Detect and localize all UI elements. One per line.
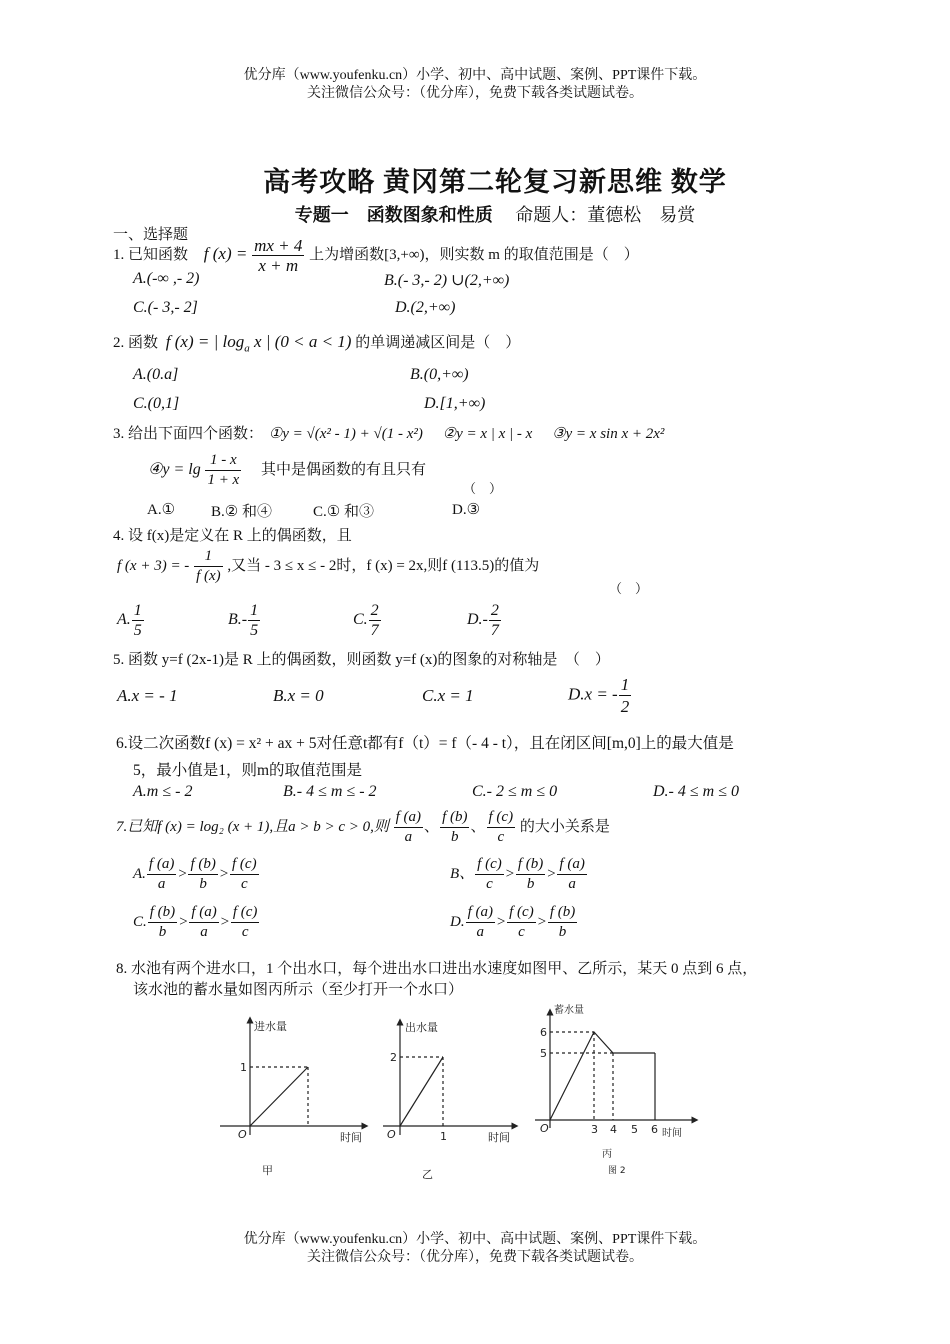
q4-c-label: C.	[353, 611, 368, 629]
footer-line-1: 优分库（www.youfenku.cn）小学、初中、高中试题、案例、PPT课件下载。	[243, 1232, 707, 1247]
q7-fc: f (c)	[487, 808, 516, 828]
q7-c-f3-den: c	[241, 924, 249, 940]
q4-d-num: 2	[490, 602, 499, 619]
q4-answer-paren: （ ）	[609, 581, 649, 596]
q4-a-label: A.	[117, 611, 131, 629]
q7-frac-c	[487, 808, 516, 847]
q7-c-f1-num: f (b)	[148, 903, 177, 923]
q7-a-f3	[230, 855, 259, 894]
q4-fraction	[194, 547, 223, 586]
jia-ytick: 1	[240, 1061, 247, 1074]
q1-suffix: ，则实数 m 的取值范围是（ ）	[424, 246, 639, 263]
q3-num: 1 - x	[205, 451, 241, 471]
q7-c-f2-den: a	[200, 924, 208, 940]
q4-c-num: 2	[370, 602, 379, 619]
q4-option-c	[353, 601, 382, 640]
q7-b-label: B、	[450, 865, 475, 882]
q7-c-f1	[148, 903, 177, 942]
q7-b-f3	[557, 855, 586, 894]
bing-line	[550, 1032, 655, 1120]
q1-mid: 上为增函数	[309, 246, 385, 263]
q7-b: b	[451, 829, 459, 845]
q5-option-a: A.x = - 1	[117, 686, 178, 705]
q7-c-label: C.	[133, 913, 147, 930]
q7-c-gt2: >	[219, 913, 230, 930]
q3-line-2	[148, 451, 426, 490]
q7-fa: f (a)	[394, 808, 423, 828]
bing-ytick-5: 5	[540, 1047, 547, 1060]
q2-option-b: B.(0,+∞)	[410, 366, 469, 383]
q7-d-f1-den: a	[476, 924, 485, 940]
q1-prefix: 1. 已知函数	[113, 246, 189, 263]
q7-b-f3-den: a	[568, 876, 576, 892]
bing-xlabel: 时间	[662, 1128, 682, 1139]
bing-caption: 丙	[602, 1149, 612, 1160]
q8-line-2: 该水池的蓄水量如图丙所示（至少打开一个水口）	[133, 982, 464, 998]
q7-a-f2-den: b	[199, 876, 207, 892]
q4-a-num: 1	[133, 602, 142, 619]
q3-f2: ②y = x | x | - x	[442, 426, 533, 442]
q3-den: 1 + x	[207, 472, 240, 488]
q4-a-frac	[132, 601, 144, 640]
bing-ylabel: 蓄水量	[554, 1005, 584, 1016]
q4-option-a	[117, 601, 145, 640]
question-3	[113, 422, 664, 443]
q7-b-f2-den: b	[526, 876, 535, 892]
footer-line-2: 关注微信公众号：（优分库），免费下载各类试题试卷。	[307, 1250, 643, 1265]
q4-c-den: 7	[370, 622, 379, 639]
jia-xlabel: 时间	[340, 1131, 362, 1144]
question-7	[116, 808, 610, 847]
q7-frac-a	[394, 808, 423, 847]
bing-ytick-6: 6	[540, 1026, 547, 1039]
q7-d-f2-den: c	[518, 924, 525, 940]
section-heading: 一、选择题	[113, 227, 189, 243]
q7-a-gt1: >	[177, 865, 188, 882]
q1-function: f (x) =	[203, 243, 248, 263]
q3-prefix: 3. 给出下面四个函数：	[113, 426, 264, 442]
q4-num: 1	[194, 547, 223, 567]
q1-den: x + m	[258, 256, 299, 275]
q5-option-d	[568, 674, 632, 717]
q1-option-d: D.(2,+∞)	[395, 299, 456, 316]
q2-suffix: 的单调递减区间是（ ）	[355, 335, 521, 351]
q4-b-den: 5	[250, 622, 259, 639]
q7-suffix: 的大小关系是	[519, 818, 610, 835]
q7-prefix: 7.已知f (x) = log₂ (x + 1),且a > b > c > 0,则	[116, 818, 389, 835]
q3-option-b: B.② 和④	[211, 504, 272, 520]
jia-ylabel: 进水量	[254, 1020, 287, 1033]
q7-a-f2-num: f (b)	[188, 855, 217, 875]
q7-option-c	[133, 903, 260, 942]
q5-d-label: D.x = -	[568, 684, 618, 704]
q7-frac-b	[440, 808, 469, 847]
q4-den: f (x)	[196, 568, 221, 584]
q7-b-gt1: >	[504, 865, 515, 882]
bing-xtick-4: 4	[610, 1123, 617, 1136]
yi-origin: O	[387, 1128, 396, 1141]
q7-option-a	[133, 855, 260, 894]
q1-num: mx + 4	[254, 236, 303, 255]
q4-option-d	[467, 601, 502, 640]
subtitle-authors: 命题人：董德松 易赏	[515, 205, 696, 225]
q1-option-b: B.(- 3,- 2) ∪(2,+∞)	[384, 272, 510, 289]
q5-option-b: B.x = 0	[273, 686, 324, 705]
q4-d-frac	[489, 601, 501, 640]
q4-lhs: f (x + 3) = -	[117, 557, 190, 574]
question-4: 4. 设 f(x)是定义在 R 上的偶函数，且	[113, 528, 352, 544]
q2-f: f (x) = | log	[165, 332, 245, 351]
q7-d-f2-num: f (c)	[507, 903, 536, 923]
q7-b-f2-num: f (b)	[516, 855, 545, 875]
q4-b-frac	[248, 601, 260, 640]
yi-xlabel: 时间	[488, 1131, 510, 1144]
q5-d-den: 2	[620, 697, 630, 716]
bing-xtick-6: 6	[651, 1123, 658, 1136]
q4-rest: ,又当 - 3 ≤ x ≤ - 2时，f (x) = 2x,则f (113.5)的值为	[227, 557, 540, 574]
header-line-1: 优分库（www.youfenku.cn）小学、初中、高中试题、案例、PPT课件下载。	[243, 68, 707, 83]
q7-a: a	[404, 829, 413, 845]
q7-a-f3-num: f (c)	[230, 855, 259, 875]
bing-xtick-5: 5	[631, 1123, 638, 1136]
q3-option-a: A.①	[147, 502, 176, 518]
q7-a-f1-num: f (a)	[147, 855, 176, 875]
q1-option-c: C.(- 3,- 2]	[133, 299, 198, 316]
q7-option-d	[450, 903, 578, 942]
q7-d-f2	[507, 903, 536, 942]
q7-a-f1-den: a	[157, 876, 166, 892]
yi-ylabel: 出水量	[405, 1021, 438, 1034]
yi-line	[400, 1057, 443, 1126]
q2-option-d: D.[1,+∞)	[424, 395, 486, 412]
question-2	[113, 331, 520, 354]
q7-b-f3-num: f (a)	[557, 855, 586, 875]
q7-c-f2-num: f (a)	[189, 903, 218, 923]
bing-caption-2: 图 2	[608, 1166, 626, 1176]
q6-option-b: B.- 4 ≤ m ≤ - 2	[283, 783, 377, 800]
jia-line	[250, 1067, 308, 1126]
q3-f4: ④y = lg	[148, 460, 201, 478]
q4-c-frac	[369, 601, 381, 640]
q3-f3: ③y = x sin x + 2x²	[552, 426, 665, 442]
q4-a-den: 5	[133, 622, 142, 639]
q3-option-d: D.③	[452, 502, 481, 518]
q7-d-label: D.	[450, 913, 465, 930]
q7-c-gt1: >	[178, 913, 189, 930]
subtitle-topic: 专题一 函数图象和性质	[294, 205, 493, 225]
q7-b-f1-num: f (c)	[475, 855, 504, 875]
question-6: 6.设二次函数f (x) = x² + ax + 5对任意t都有f（t）= f（- 4 - t），且在闭区间[m,0]上的最大值是	[116, 735, 734, 752]
q5-d-frac	[619, 674, 632, 717]
q4-equation	[117, 547, 539, 586]
q7-a-gt2: >	[218, 865, 230, 882]
q7-a-f3-den: c	[240, 876, 248, 892]
question-5: 5. 函数 y=f (2x-1)是 R 上的偶函数，则函数 y=f (x)的图象的对称轴是 （ ）	[113, 652, 610, 668]
yi-ytick: 2	[390, 1051, 397, 1064]
bing-xtick-3: 3	[591, 1123, 598, 1136]
q4-option-b	[228, 601, 261, 640]
q3-f1: ①y = √(x² - 1) + √(1 - x²)	[268, 426, 423, 442]
q7-fb: f (b)	[440, 808, 469, 828]
q7-d-f3-den: b	[558, 924, 567, 940]
q7-d-f3-num: f (b)	[548, 903, 577, 923]
q7-d-gt1: >	[496, 913, 507, 930]
yi-caption: 乙	[422, 1168, 433, 1181]
q7-b-f1	[475, 855, 504, 894]
q7-sep-2: 、	[470, 818, 486, 835]
q2-option-a: A.(0.a]	[133, 366, 179, 383]
q6-line-2: 5，最小值是1，则m的取值范围是	[133, 762, 363, 779]
q1-option-a: A.(-∞ ,- 2)	[133, 270, 200, 287]
q6-option-a: A.m ≤ - 2	[133, 783, 193, 800]
q7-a-f2	[188, 855, 217, 894]
q7-c: c	[497, 829, 505, 845]
q7-c-f1-den: b	[158, 924, 167, 940]
q7-a-label: A.	[133, 865, 146, 882]
q7-sep-1: 、	[424, 818, 440, 835]
q2-option-c: C.(0,1]	[133, 395, 180, 412]
q7-a-f1	[147, 855, 176, 894]
q5-option-c: C.x = 1	[422, 686, 474, 705]
q7-d-gt2: >	[536, 913, 547, 930]
q1-fraction	[252, 236, 304, 275]
q6-option-c: C.- 2 ≤ m ≤ 0	[472, 783, 558, 800]
q5-d-num: 1	[620, 675, 630, 694]
question-8: 8. 水池有两个进水口，1 个出水口，每个进出水口进出水速度如图甲、乙所示，某天 0 点到 6 点，	[116, 961, 758, 977]
jia-caption: 甲	[262, 1164, 273, 1177]
q3-tail: 其中是偶函数的有且只有	[245, 461, 426, 478]
q7-option-b	[450, 855, 588, 894]
q7-c-f3	[231, 903, 260, 942]
q3-answer-paren: （ ）	[463, 481, 503, 496]
q2-function	[165, 332, 352, 355]
q7-d-f1-num: f (a)	[466, 903, 495, 923]
q2-sub: a	[244, 342, 250, 355]
q7-b-f1-den: c	[486, 876, 493, 892]
q7-c-f2	[189, 903, 218, 942]
q7-d-f3	[548, 903, 577, 942]
q2-prefix: 2. 函数	[113, 335, 159, 351]
q2-f2: x | (0 < a < 1)	[249, 332, 352, 351]
q6-option-d: D.- 4 ≤ m ≤ 0	[653, 783, 739, 800]
page-title: 高考攻略 黄冈第二轮复习新思维 数学	[263, 167, 727, 197]
header-line-2: 关注微信公众号：（优分库），免费下载各类试题试卷。	[307, 86, 643, 101]
q7-b-gt2: >	[546, 865, 557, 882]
bing-origin: O	[540, 1122, 549, 1135]
q4-d-den: 7	[490, 622, 499, 639]
q7-d-f1	[466, 903, 495, 942]
q7-b-f2	[516, 855, 545, 894]
q4-b-label: B.-	[228, 611, 248, 629]
jia-origin: O	[238, 1128, 247, 1141]
q4-d-label: D.-	[467, 611, 488, 629]
q1-interval: [3,+∞)	[384, 246, 425, 263]
yi-xtick: 1	[440, 1130, 447, 1143]
q3-fraction	[205, 451, 241, 490]
q7-c-f3-num: f (c)	[231, 903, 260, 923]
q8-figures	[210, 1000, 710, 1185]
q3-option-c: C.① 和③	[313, 504, 374, 520]
q4-b-num: 1	[250, 602, 259, 619]
